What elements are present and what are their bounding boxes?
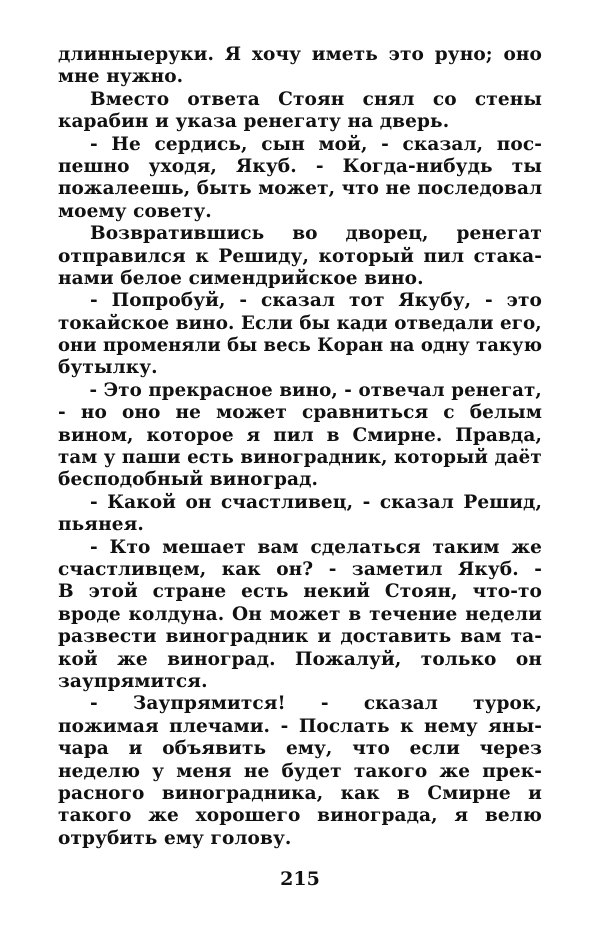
text-line: развести виноградник и доставить вам та- — [58, 626, 542, 648]
text-line: Возвратившись во дворец, ренегат — [90, 223, 542, 245]
text-line: пожалеешь, быть может, что не последовал — [58, 178, 543, 200]
text-line: заупрямится. — [58, 670, 208, 692]
text-line: кой же виноград. Пожалуй, только он — [58, 648, 542, 670]
text-line: чара и объявить ему, что если через — [58, 738, 542, 760]
text-line: они променяли бы весь Коран на одну такую — [58, 335, 543, 357]
text-line: бесподобный виноград. — [58, 469, 319, 491]
text-line: там у паши есть виноградник, который даёт — [58, 447, 542, 469]
text-line: - Не сердись, сын мой, - сказал, пос- — [90, 133, 542, 155]
text-line: пешно уходя, Якуб. - Когда-нибудь ты — [58, 155, 542, 177]
text-line: отрубить ему голову. — [58, 827, 292, 849]
text-line: мне нужно. — [58, 66, 184, 88]
text-line: вином, которое я пил в Смирне. Правда, — [58, 424, 542, 446]
text-line: длинныеруки. Я хочу иметь это руно; оно — [58, 44, 542, 65]
page-body — [58, 44, 542, 850]
text-line: отправился к Решиду, который пил стака- — [58, 245, 542, 267]
text-line: - Кто мешает вам сделаться таким же — [90, 536, 542, 558]
text-line: расного виноградника, как в Смирне и — [58, 782, 542, 804]
text-line: такого же хорошего винограда, я велю — [58, 805, 542, 827]
text-line: пожимая плечами. - Послать к нему яны- — [58, 715, 542, 737]
text-line: моему совету. — [58, 200, 212, 222]
text-line: вроде колдуна. Он может в течение недели — [58, 603, 542, 625]
text-line: - Заупрямится! - сказал турок, — [90, 693, 542, 715]
text-line: неделю у меня не будет такого же прек- — [58, 760, 542, 782]
text-line: токайское вино. Если бы кади отведали его, — [58, 312, 542, 334]
text-line: - Какой он счастливец, - сказал Решид, — [90, 491, 542, 513]
text-line: Вместо ответа Стоян снял со стены — [90, 88, 542, 110]
text-line: счастливцем, как он? - заметил Якуб. - — [58, 558, 542, 580]
text-line: - Это прекрасное вино, - отвечал ренегат, — [89, 379, 542, 401]
text-line: бутылку. — [58, 357, 158, 379]
text-line: - Попробуй, - сказал тот Якубу, - это — [90, 290, 542, 312]
page-number: 215 — [280, 868, 320, 890]
text-line: нами белое симендрийское вино. — [58, 267, 424, 289]
text-line: карабин и указа ренегату на дверь. — [58, 111, 450, 133]
text-line: В этой стране есть некий Стоян, что-то — [58, 581, 542, 603]
text-line: - но оно не может сравниться с белым — [58, 402, 542, 424]
text-line: пьянея. — [58, 514, 144, 536]
